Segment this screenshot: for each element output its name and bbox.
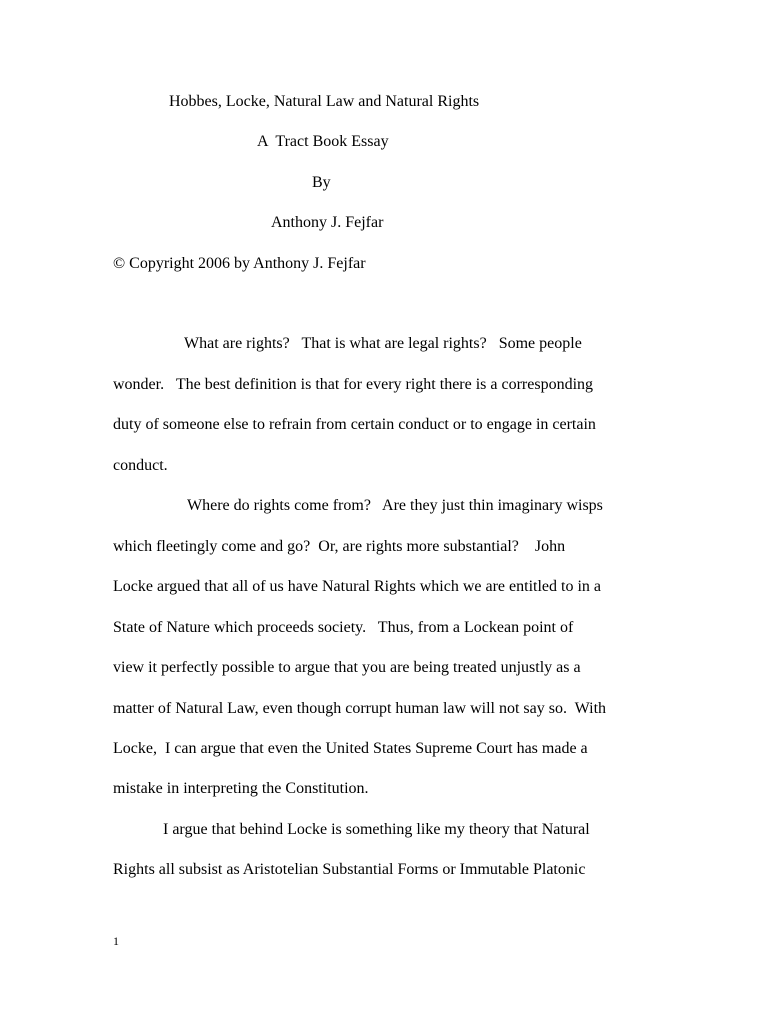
author-name: Anthony J. Fejfar (271, 214, 384, 231)
paragraph-2-line-7: Locke, I can argue that even the United States Supreme Court has made a (113, 740, 588, 757)
paragraph-3-line-2: Rights all subsist as Aristotelian Substantial Forms or Immutable Platonic (113, 861, 586, 878)
paragraph-1-line-1: What are rights? That is what are legal rights? Some people (184, 335, 582, 352)
byline-label: By (312, 174, 331, 191)
paragraph-2-line-3: Locke argued that all of us have Natural Rights which we are entitled to in a (113, 578, 601, 595)
document-title: Hobbes, Locke, Natural Law and Natural Rights (169, 93, 480, 110)
paragraph-2-line-5: view it perfectly possible to argue that you are being treated unjustly as a (113, 659, 581, 676)
copyright-notice: © Copyright 2006 by Anthony J. Fejfar (113, 255, 366, 272)
paragraph-3-line-1: I argue that behind Locke is something like my theory that Natural (163, 821, 590, 838)
document-subtitle: A Tract Book Essay (257, 133, 389, 150)
paragraph-2-line-4: State of Nature which proceeds society. Thus, from a Lockean point of (113, 619, 574, 636)
paragraph-1-line-3: duty of someone else to refrain from certain conduct or to engage in certain (113, 416, 596, 433)
paragraph-2-line-1: Where do rights come from? Are they just thin imaginary wisps (187, 497, 603, 514)
page-number: 1 (113, 934, 119, 948)
paragraph-1-line-2: wonder. The best definition is that for every right there is a corresponding (113, 376, 594, 393)
paragraph-2-line-6: matter of Natural Law, even though corrupt human law will not say so. With (113, 700, 607, 717)
paragraph-1-line-4: conduct. (113, 457, 168, 474)
paragraph-2-line-2: which fleetingly come and go? Or, are rights more substantial? John (113, 538, 566, 555)
paragraph-2-line-8: mistake in interpreting the Constitution. (113, 780, 369, 797)
